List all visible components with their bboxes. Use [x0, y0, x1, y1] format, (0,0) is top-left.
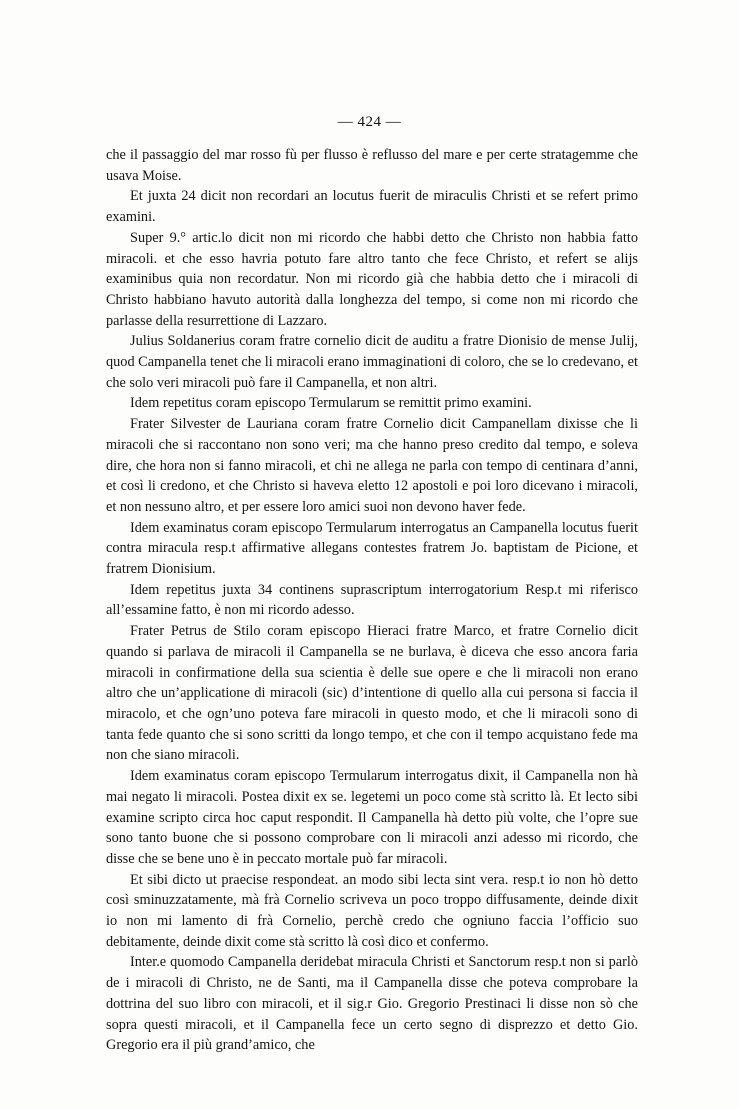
paragraph: Frater Silvester de Lauriana coram fratre Cornelio dicit Campanellam dixisse che li miracoli che si raccontano non sono veri; ma che hanno preso credito dal tempo, e soleva dire, che hora non si fanno miracoli, et chi ne allega ne parla con tempo di centinara d’anni, et così li credono, et che Christo si haveva eletto 12 apostoli e poi loro dicevano i miracoli, et non nessuno altro, et per essere loro amici suoi non devono haver fede. — [106, 416, 638, 515]
paragraph: Inter.e quomodo Campanella deridebat miracula Christi et Sanctorum resp.t non si parlò de i miracoli di Christo, ne de Santi, ma il Campanella disse che poteva comprobare la dottrina del suo libro con miracoli, et il sig.r Gio. Gregorio Prestinaci li disse non sò che sopra questi miracoli, et il Campanella fece un certo segno di disprezzo et detto Gio. Gregorio era il più grand’amico, che — [106, 954, 638, 1054]
paragraph: Idem repetitus coram episcopo Termularum se remittit primo examini. — [130, 395, 532, 412]
paragraph: Et sibi dicto ut praecise respondeat. an modo sibi lecta sint vera. resp.t io non hò detto così sminuzzatamente, mà frà Cornelio scriveva un poco troppo diffusamente, deinde dixit io non mi lamento di frà Cornelio, perchè credo che ogniuno faccia l’officio suo debitamente, deinde dixit come stà scritto là così dico et confermo. — [106, 871, 638, 950]
paragraph: Idem examinatus coram episcopo Termularum interrogatus dixit, il Campanella non hà mai negato li miracoli. Postea dixit ex se. legetemi un poco come stà scritto là. Et lecto sibi examine scripto circa hoc caput respondit. Il Campanella hà detto più volte, che l’opre sue sono tanto buone che si possono comprobare con li miracoli anzi adesso mi ricordo, che disse che se bene uno è in peccato mortale può far miracoli. — [106, 768, 638, 867]
paragraph: Idem repetitus juxta 34 continens suprascriptum interrogatorium Resp.t mi riferisco all’essamine fatto, è non mi ricordo adesso. — [106, 581, 638, 619]
paragraph: Et juxta 24 dicit non recordari an locutus fuerit de miraculis Christi et se refert primo examini. — [106, 188, 638, 226]
paragraph: Idem examinatus coram episcopo Termularum interrogatus an Campanella locutus fuerit contra miracula resp.t affirmative allegans contestes fratrem Jo. baptistam de Picione, et fratrem Dionisium. — [106, 519, 638, 578]
page-number: — 424 — — [337, 114, 402, 130]
paragraph: Frater Petrus de Stilo coram episcopo Hieraci fratre Marco, et fratre Cornelio dicit quando si parlava de miracoli il Campanella se ne burlava, è diceva che esso ancora faria miracoli in confirmatione della sua scientia è delle sue opere e che li miracoli non erano altro che un’applicatione di miracoli (sic) d’intentione di quello alla cui persona si faccia il miracolo, et che ogn’uno poteva fare miracoli in questo modo, et che li miracoli sono di tanta fede quanto che si sono scritti da longo tempo, et che con il tempo acquistano fede ma non che siano miracoli. — [106, 623, 638, 764]
paragraph: Julius Soldanerius coram fratre cornelio dicit de auditu a fratre Dionisio de mense Julij, quod Campanella tenet che li miracoli erano immaginationi di coloro, che se lo credevano, et che solo veri miracoli può fare il Campanella, et non altri. — [106, 333, 638, 391]
paragraph: che il passaggio del mar rosso fù per flusso è reflusso del mare e per certe stratagemme che usava Moise. — [106, 147, 638, 184]
paragraph: Super 9.° artic.lo dicit non mi ricordo che habbi detto che Christo non habbia fatto miracoli. et che esso havria potuto fare altro tanto che fece Christo, et refert se alijs examinibus quia non recordatur. Non mi ricordo già che habbia detto che i miracoli di Christo habbiano havuto autorità dalla longhezza del tempo, si come non mi ricordo che parlasse della resurrettione di Lazzaro. — [106, 229, 638, 329]
body-text — [106, 145, 638, 1056]
